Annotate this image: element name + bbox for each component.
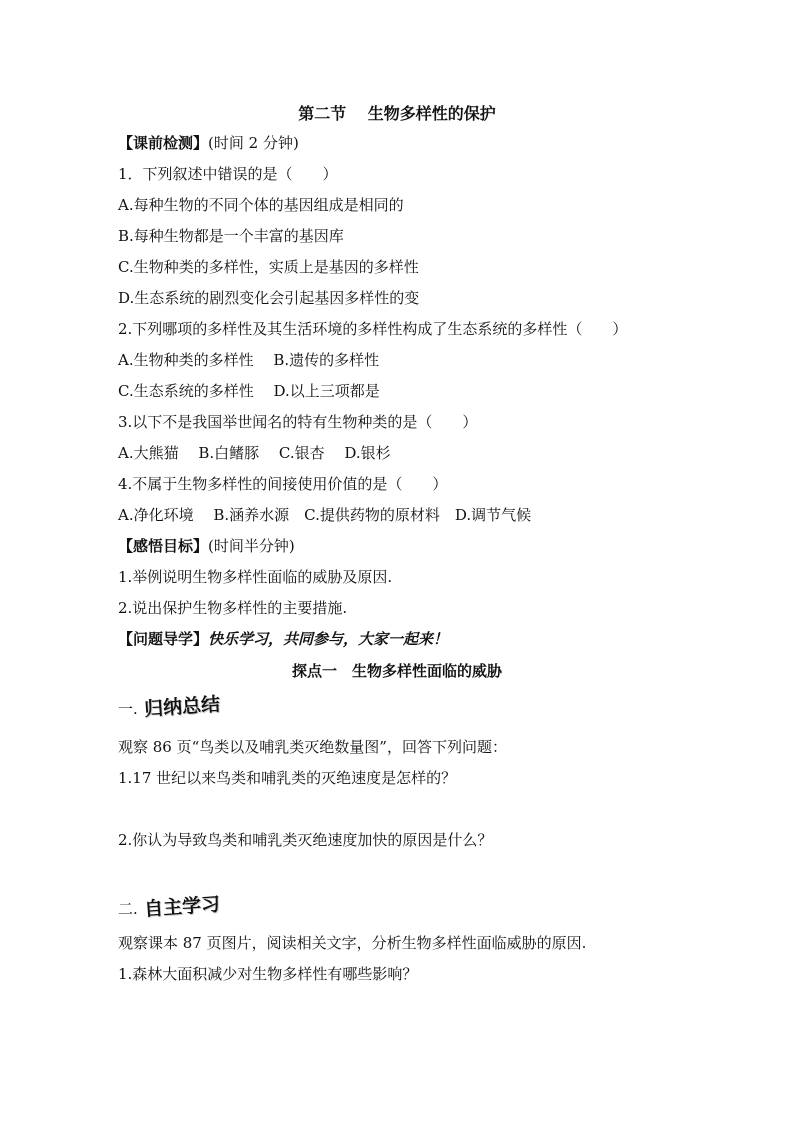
goal-item-2: 2.说出保护生物多样性的主要措施.	[118, 599, 348, 617]
question-2-options-cd: C.生态系统的多样性 D.以上三项都是	[118, 382, 380, 400]
section-1-intro: 观察 86 页“鸟类以及哺乳类灭绝数量图”，回答下列问题：	[118, 738, 507, 756]
question-1-option-a: A.每种生物的不同个体的基因组成是相同的	[118, 196, 404, 214]
section-1-heading	[118, 692, 220, 719]
pre-check-heading: 【课前检测】	[118, 134, 209, 152]
section-2-number: 二.	[118, 900, 138, 918]
section-1-question-1: 1.17 世纪以来鸟类和哺乳类的灭绝速度是怎样的？	[118, 769, 457, 787]
pre-check-time: (时间 2 分钟)	[208, 134, 299, 152]
page-title: 第二节 生物多样性的保护	[298, 104, 496, 123]
question-3-options: A.大熊猫 B.白鳍豚 C.银杏 D.银杉	[118, 444, 391, 462]
goals-heading: 【感悟目标】	[118, 537, 209, 555]
section-1-stamp: 归纳总结	[143, 693, 221, 721]
section-2-intro: 观察课本 87 页图片，阅读相关文字，分析生物多样性面临威胁的原因.	[118, 934, 587, 952]
guide-heading-line	[118, 629, 448, 649]
question-1-option-d: D.生态系统的剧烈变化会引起基因多样性的变	[118, 289, 420, 307]
question-1-option-c: C.生物种类的多样性，实质上是基因的多样性	[118, 258, 419, 276]
goals-time: (时间半分钟)	[208, 537, 295, 555]
question-2-stem: 2.下列哪项的多样性及其生活环境的多样性构成了生态系统的多样性（ ）	[118, 320, 628, 338]
section-2-heading	[118, 892, 220, 919]
guide-heading: 【问题导学】	[118, 630, 209, 648]
section-1-number: 一.	[118, 700, 138, 718]
question-3-stem: 3.以下不是我国举世闻名的特有生物种类的是（ ）	[118, 413, 478, 431]
section-2-question-1: 1.森林大面积减少对生物多样性有哪些影响？	[118, 965, 418, 983]
question-1-stem: 1．下列叙述中错误的是（ ）	[118, 165, 338, 183]
explore-1-heading: 探点一 生物多样性面临的威胁	[291, 662, 502, 680]
question-4-stem: 4.不属于生物多样性的间接使用价值的是（ ）	[118, 475, 448, 493]
pre-check-heading-line	[118, 133, 299, 153]
goal-item-1: 1.举例说明生物多样性面临的威胁及原因.	[118, 568, 393, 586]
question-2-options-ab: A.生物种类的多样性 B.遗传的多样性	[118, 351, 380, 369]
question-1-option-b: B.每种生物都是一个丰富的基因库	[118, 227, 344, 245]
guide-slogan: 快乐学习，共同参与，大家一起来！	[208, 630, 449, 648]
question-4-options: A.净化环境 B.涵养水源 C.提供药物的原材料 D.调节气候	[118, 506, 532, 524]
goals-heading-line	[118, 536, 295, 556]
section-1-question-2: 2.你认为导致鸟类和哺乳类灭绝速度加快的原因是什么？	[118, 831, 493, 849]
section-2-stamp: 自主学习	[143, 893, 221, 921]
